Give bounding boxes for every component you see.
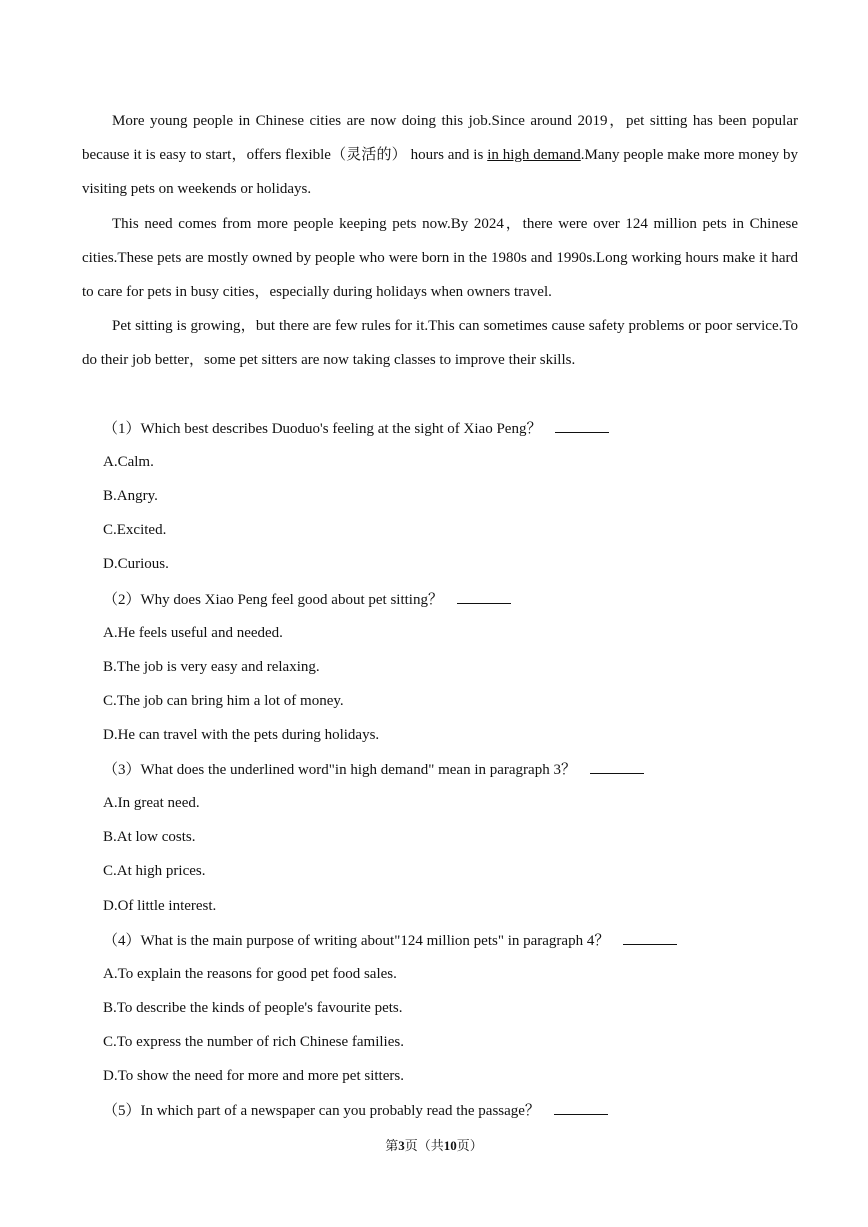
passage-paragraph-1 <box>82 104 798 206</box>
question-2-option-a: A.He feels useful and needed. <box>103 625 283 641</box>
question-2-option-b: B.The job is very easy and relaxing. <box>103 659 320 675</box>
question-1-stem: （1）Which best describes Duoduo's feeling at the sight of Xiao Peng？ <box>103 421 542 437</box>
question-3-option-b: B.At low costs. <box>103 829 196 845</box>
answer-blank-2[interactable] <box>457 589 511 604</box>
question-1 <box>103 418 609 439</box>
question-3 <box>103 759 644 780</box>
question-2-stem: （2）Why does Xiao Peng feel good about pet sitting？ <box>103 592 443 608</box>
question-4-option-b: B.To describe the kinds of people's favourite pets. <box>103 1000 403 1016</box>
passage-paragraph-3: Pet sitting is growing，but there are few rules for it.This can sometimes cause safety problems or poor service.To do their job better，some pet sitters are now taking classes to improve their skills. <box>82 318 798 368</box>
question-4-stem: （4）What is the main purpose of writing about"124 million pets" in paragraph 4？ <box>103 933 610 949</box>
footer-page-number: 3 <box>398 1138 405 1153</box>
question-2 <box>103 589 511 610</box>
question-5-stem: （5）In which part of a newspaper can you probably read the passage？ <box>103 1103 540 1119</box>
question-3-option-a: A.In great need. <box>103 795 200 811</box>
question-4-option-a: A.To explain the reasons for good pet food sales. <box>103 966 397 982</box>
underlined-phrase: in high demand <box>487 147 581 163</box>
answer-blank-4[interactable] <box>623 930 677 945</box>
answer-blank-3[interactable] <box>590 759 644 774</box>
question-2-option-d: D.He can travel with the pets during holidays. <box>103 727 380 743</box>
answer-blank-1[interactable] <box>555 418 609 433</box>
question-4 <box>103 930 677 951</box>
page-footer <box>0 1137 868 1155</box>
footer-suffix: 页） <box>456 1138 483 1153</box>
question-3-stem: （3）What does the underlined word"in high demand" mean in paragraph 3？ <box>103 762 576 778</box>
question-2-option-c: C.The job can bring him a lot of money. <box>103 693 344 709</box>
question-3-option-d: D.Of little interest. <box>103 898 217 914</box>
question-1-option-c: C.Excited. <box>103 522 167 538</box>
question-1-option-d: D.Curious. <box>103 556 169 572</box>
paragraph-1-text-end: .Many people make more money by visiting pets on weekends or holidays. <box>82 147 799 197</box>
question-1-option-b: B.Angry. <box>103 488 158 504</box>
footer-prefix: 第 <box>385 1138 399 1153</box>
paragraph-1-text-start: More young people in Chinese cities are now doing this job.Since around 2019，pet sitting has been popular because it is easy to start，offers flexible（灵活的） hours and is <box>82 113 798 163</box>
footer-total-pages: 10 <box>443 1138 457 1153</box>
answer-blank-5[interactable] <box>554 1100 608 1115</box>
question-3-option-c: C.At high prices. <box>103 863 206 879</box>
footer-mid: 页（共 <box>404 1138 444 1153</box>
question-4-option-c: C.To express the number of rich Chinese families. <box>103 1034 404 1050</box>
passage-paragraph-2: This need comes from more people keeping pets now.By 2024，there were over 124 million pets in Chinese cities.These pets are mostly owned by people who were born in the 1980s and 1990s.Long working hours make it hard to care for pets in busy cities，especially during holidays when owners travel. <box>82 216 798 300</box>
question-4-option-d: D.To show the need for more and more pet sitters. <box>103 1068 404 1084</box>
question-1-option-a: A.Calm. <box>103 454 154 470</box>
question-5 <box>103 1100 608 1121</box>
